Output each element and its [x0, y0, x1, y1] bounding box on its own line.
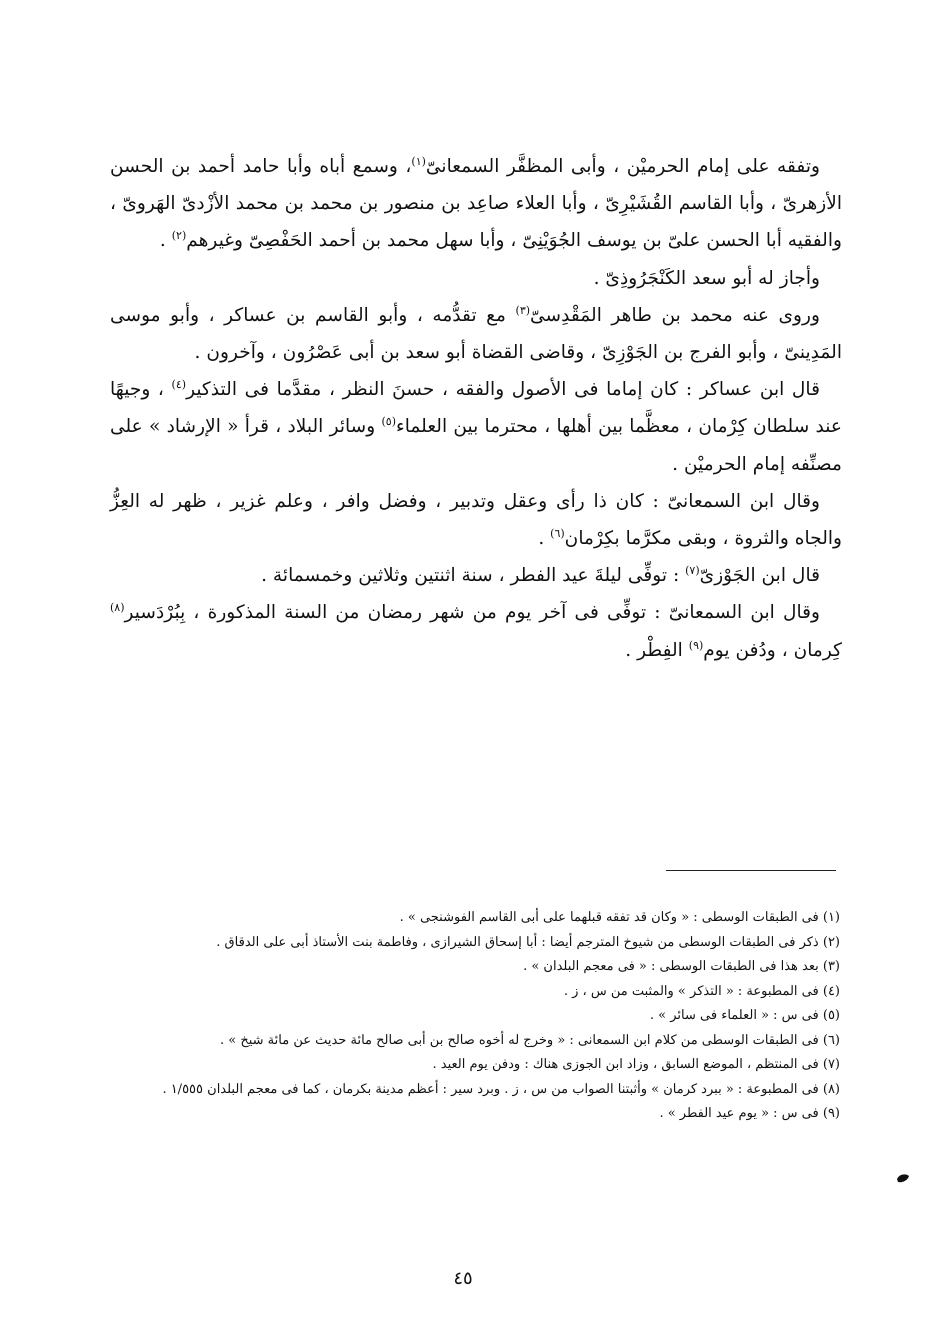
paragraph [110, 557, 842, 594]
main-text [110, 148, 842, 669]
footnote: (٣) بعد هذا فى الطبقات الوسطى : « فى معجم البلدان » . [523, 959, 840, 974]
footnote-marker: (٨) [110, 601, 125, 615]
paragraph-text: وتفقه على إمام الحرميْن ، وأبى المظفَّر السمعانىّ [425, 156, 820, 177]
paragraph-text: . [159, 230, 172, 252]
ink-blot-mark [896, 1172, 910, 1184]
paragraph [110, 260, 842, 297]
paragraph [110, 371, 842, 483]
footnote: (٢) ذكر فى الطبقات الوسطى من شيوخ المترجم أيضا : أبا إسحاق الشيرازى ، وفاطمة بنت الأستاذ أبى على الدقاق . [216, 934, 840, 950]
paragraph-text: : توفِّى ليلةَ عيد الفطر ، سنة اثنتين وثلاثين وخمسمائة . [261, 565, 686, 587]
footnote: (١) فى الطبقات الوسطى : « وكان قد تفقه قبلهما على أبى القاسم الفوشنجى » . [399, 910, 840, 925]
paragraph-text: وقال ابن السمعانىّ : توفِّى فى آخر يوم من شهر رمضان من السنة المذكورة ، بِبُرْدَسير [124, 602, 820, 624]
paragraph-text: الفِطْر . [625, 639, 689, 661]
footnote-marker: (٣) [515, 303, 531, 317]
paragraph-text: وسائر البلاد ، قرأ « الإرشاد » على مصنِّفه إمام الحرميْن . [110, 416, 842, 475]
footnote-marker: (٧) [685, 564, 700, 578]
paragraph-text: قال ابن الجَوْزىّ [699, 565, 820, 587]
paragraph [110, 148, 842, 260]
footnote-marker: (١) [411, 155, 426, 168]
footnote: (٧) فى المنتظم ، الموضع السابق ، وزاد ابن الجوزى هناك : ودفن يوم العيد . [432, 1057, 840, 1072]
paragraph-text: وروى عنه محمد بن طاهر المَقْدِسىّ [530, 304, 820, 326]
paragraph [110, 594, 842, 668]
footnote: (٨) فى المطبوعة : « ببرد كرمان » وأثبتنا الصواب من س ، ز . وبرد سير : أعظم مدينة بكرمان ، كما فى معجم البلدان ١/٥٥٥ . [162, 1081, 840, 1097]
footnote: (٥) فى س : « العلماء فى سائر » . [649, 1008, 840, 1023]
paragraph-text: وأجاز له أبو سعد الكَنْجَرُوذِىّ . [593, 267, 820, 289]
paragraph [110, 297, 842, 371]
footnotes [110, 906, 840, 1127]
footnote-marker: (٢) [171, 229, 187, 243]
paragraph-text: ، وسمع أباه وأبا حامد أحمد بن الحسن الأزهرىّ ، وأبا القاسم القُشَيْرِىّ ، وأبا العلاء صاعِد بن منصور بن محمد بن محمد الأزْدىّ الهَروىّ ، والفقيه أبا الحسن علىّ بن يوسف الجُوَيْنِىّ ، وأبا سهل محمد بن أحمد الحَفْصِىّ وغيرهم [110, 156, 842, 252]
paragraph-text: قال ابن عساكر : كان إماما فى الأصول والفقه ، حسنَ النظر ، مقدَّما فى التذكير [186, 379, 820, 401]
paragraph-text: ، وجيهًا عند سلطان كِرْمان ، معظَّما بين أهلها ، محترما بين العلماء [110, 379, 842, 438]
paragraph-text: كِرمان ، ودُفن يوم [703, 639, 842, 661]
footnote-marker: (٦) [550, 527, 565, 541]
footnote-marker: (٩) [688, 638, 704, 652]
paragraph-text: مع تقدُّمه ، وأبو القاسم بن عساكر ، وأبو موسى المَدِينىّ ، وأبو الفرج بن الجَوْزِىّ ، وقاضى القضاة أبو سعد بن أبى عَصْرُون ، وآخرون . [110, 304, 842, 364]
paragraph-text: . [538, 528, 551, 550]
paragraph [110, 483, 842, 557]
footnote-divider [666, 870, 836, 871]
footnote: (٤) فى المطبوعة : « التذكر » والمثبت من س ، ز . [563, 983, 840, 999]
footnote-marker: (٥) [381, 415, 397, 429]
footnote: (٩) فى س : « يوم عيد الفطر » . [659, 1106, 840, 1121]
footnote-marker: (٤) [171, 378, 187, 392]
paragraph-text: وقال ابن السمعانىّ : كان ذا رأى وعقل وتدبير ، وفضل وافر ، وعلم غزير ، ظهر له العِزُّ والجاه والثروة ، وبقى مكرَّما بكِرْمان [110, 490, 842, 550]
page-number: ٤٥ [453, 1268, 473, 1289]
footnote: (٦) فى الطبقات الوسطى من كلام ابن السمعانى : « وخرج له أخوه صالح بن أبى صالح مائة حديث عن مائة شيخ » . [219, 1032, 840, 1048]
